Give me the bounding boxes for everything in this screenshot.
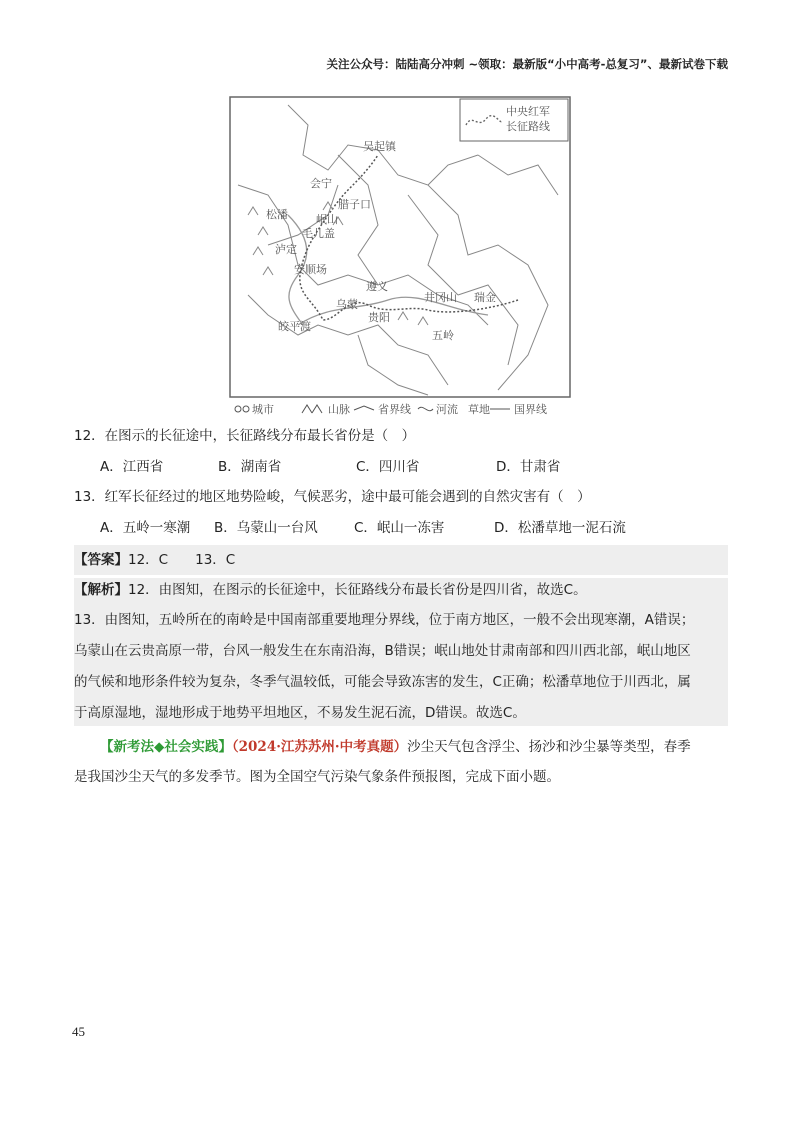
q13-option-b: B．乌蒙山一台风: [214, 520, 318, 536]
question-12-stem: 12．在图示的长征途中，长征路线分布最长省份是（ ）: [74, 428, 416, 444]
q12-option-c: C．四川省: [356, 459, 420, 475]
analysis-line-3: 乌蒙山在云贵高原一带，台风一般发生在东南沿海，B错误；岷山地处甘肃南部和四川西北部，岷山地区: [74, 643, 691, 659]
place-wumeng: 乌蒙: [336, 298, 358, 311]
legend-border: 国界线: [514, 403, 547, 415]
long-march-map: [228, 95, 574, 415]
question-12-options: [100, 457, 728, 477]
legend-river: 河流: [436, 403, 458, 415]
q12-option-d: D．甘肃省: [496, 459, 561, 475]
next-question-text-1: 沙尘天气包含浮尘、扬沙和沙尘暴等类型，春季: [407, 739, 691, 755]
q13-option-d: D．松潘草地一泥石流: [494, 520, 626, 536]
place-guiyang: 贵阳: [368, 311, 390, 324]
question-13-options: [100, 518, 728, 538]
answer-label: 【答案】: [74, 552, 128, 568]
place-maoergai: 毛儿盖: [302, 227, 335, 240]
analysis-label: 【解析】: [74, 582, 128, 598]
place-wuqizhen: 吴起镇: [363, 140, 396, 153]
place-ruijin: 瑞金: [474, 291, 496, 304]
legend-grass: 草地: [468, 403, 490, 415]
legend-province: 省界线: [378, 403, 411, 415]
page-number: 45: [72, 1024, 85, 1039]
next-question-line-2: 是我国沙尘天气的多发季节。图为全国空气污染气象条件预报图，完成下面小题。: [74, 769, 560, 785]
tag-source: （2024·江苏苏州·中考真题）: [231, 739, 408, 755]
answer-text: 12．C 13．C: [128, 552, 236, 568]
place-jiaopingdu: 皎平渡: [278, 320, 311, 333]
place-huining: 会宁: [310, 177, 332, 190]
place-lazikou: 腊子口: [338, 198, 371, 211]
q12-option-b: B．湖南省: [218, 459, 282, 475]
analysis-line-4: 的气候和地形条件较为复杂，冬季气温较低，可能会导致冻害的发生，C正确；松潘草地位于川西北，属: [74, 674, 691, 690]
legend-mountain: 山脉: [328, 403, 350, 415]
tag-new-exam: 【新考法◆社会实践】: [100, 739, 232, 755]
place-jinggangshan: 井冈山: [424, 291, 457, 304]
place-songpan: 松潘: [266, 208, 288, 221]
q13-option-c: C．岷山一冻害: [354, 520, 445, 536]
legend-city: 城市: [252, 403, 274, 415]
map-figure: [228, 95, 574, 415]
analysis-line-2: 13．由图知，五岭所在的南岭是中国南部重要地理分界线，位于南方地区，一般不会出现寒潮，A错误；: [74, 612, 695, 628]
next-question-line-1: [100, 737, 728, 757]
answer-line: [74, 550, 728, 570]
place-zunyi: 遵义: [366, 280, 388, 293]
q13-option-a: A．五岭一寒潮: [100, 520, 191, 536]
q12-option-a: A．江西省: [100, 459, 164, 475]
place-anshunchang: 安顺场: [294, 263, 327, 276]
analysis-line-1: [74, 580, 728, 600]
page-header: 关注公众号：陆陆高分冲刺 ~领取：最新版“小中高考-总复习”、最新试卷下载: [326, 57, 728, 71]
legend-route-1: 中央红军: [506, 105, 550, 118]
analysis-text-1: 12．由图知，在图示的长征途中，长征路线分布最长省份是四川省，故选C。: [128, 582, 587, 598]
analysis-line-5: 于高原湿地，湿地形成于地势平坦地区，不易发生泥石流，D错误。故选C。: [74, 705, 526, 721]
legend-route-2: 长征路线: [506, 120, 550, 133]
question-13-stem: 13．红军长征经过的地区地势险峻，气候恶劣，途中最可能会遇到的自然灾害有（ ）: [74, 489, 591, 505]
place-luding: 泸定: [275, 243, 297, 256]
place-wuling: 五岭: [432, 329, 454, 342]
place-minshan: 岷山: [316, 213, 338, 226]
